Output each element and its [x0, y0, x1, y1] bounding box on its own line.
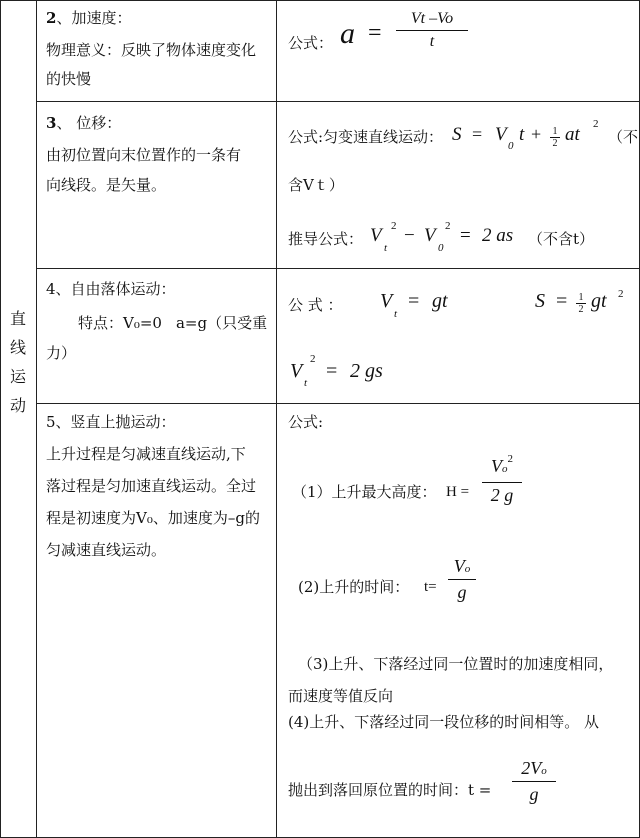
p1-num-V: V: [491, 456, 502, 476]
disp-f2-V0: V: [424, 225, 436, 246]
p1-num-sq: 2: [507, 453, 513, 465]
p2-num-V: V: [453, 556, 465, 576]
disp-f1-half: [550, 126, 560, 149]
accel-fraction-denominator: t: [429, 33, 435, 50]
disp-f2-rhs: 2 as: [482, 225, 514, 246]
side-char: 线: [9, 338, 26, 357]
freefall-f3-V: V: [290, 360, 303, 382]
accel-title-text: 、加速度：: [56, 9, 132, 27]
freefall-f3-sub: t: [304, 377, 308, 389]
freefall-title: 4、自由落体运动：: [46, 280, 176, 298]
vertical-p1-label: （1）上升最大高度：: [292, 483, 437, 501]
vertical-desc-1: 上升过程是匀减速直线运动,下: [46, 445, 246, 463]
disp-f1-eq: =: [472, 124, 483, 144]
accel-formula-a: a: [340, 17, 355, 50]
p1-numerator: [482, 453, 522, 480]
vertical-title: 5、竖直上抛运动：: [46, 413, 176, 431]
fraction-bar: [448, 579, 476, 580]
table-divider-middle: [276, 0, 277, 838]
freefall-f1-rhs: gt: [432, 290, 448, 312]
vertical-desc-4: 匀减速直线运动。: [46, 541, 167, 559]
accel-desc-2: 的快慢: [46, 70, 92, 88]
freefall-feature: [78, 310, 267, 337]
vertical-p2-label: (2)上升的时间：: [298, 578, 410, 596]
accel-fraction-numerator: Vt –Vo: [410, 10, 454, 27]
disp-f1-sq: 2: [593, 118, 599, 130]
freefall-formula-label: 公 式 ：: [288, 296, 343, 314]
disp-f2-minus: −: [404, 225, 415, 246]
disp-f2-eq: =: [460, 225, 471, 246]
disp-f2-sub-t: t: [384, 242, 388, 254]
half-num: 1: [578, 292, 584, 303]
disp-f1-V: V: [495, 124, 507, 145]
freefall-f1-sub: t: [394, 308, 398, 320]
vertical-p4-label: 抛出到落回原位置的时间：t =: [288, 781, 492, 799]
disp-f2-sq1: 2: [391, 220, 397, 232]
table-divider-side: [36, 0, 37, 838]
disp-f1-t: t: [519, 124, 525, 145]
disp-f1-S: S: [452, 124, 462, 145]
disp-f2-note: （不含t）: [528, 230, 595, 248]
disp-title-text: 、 位移：: [56, 114, 122, 132]
p2-num-sub: o: [464, 563, 471, 575]
p2-numerator: [448, 556, 476, 577]
side-label-straight-line-motion: [8, 304, 28, 420]
vertical-desc-2: 落过程是匀加速直线运动。全过: [46, 477, 257, 495]
feature-v0: V₀=0: [123, 314, 162, 332]
p1-denominator: 2 g: [490, 485, 514, 505]
p1-num-sub: o: [502, 463, 508, 475]
freefall-f3-sq: 2: [310, 353, 316, 365]
vertical-p2-t: t=: [424, 579, 437, 595]
vertical-p4-fraction: [512, 758, 556, 805]
accel-formula-label: 公式：: [288, 34, 334, 52]
accel-title-num: 2: [46, 9, 57, 27]
fraction-bar: [396, 30, 468, 31]
feature-label: 特点：: [78, 314, 124, 332]
half-den: 2: [552, 138, 558, 149]
disp-f2-sq2: 2: [445, 220, 451, 232]
disp-f2-Vt: V: [370, 225, 382, 246]
side-char: 运: [9, 367, 26, 386]
disp-desc-2: 向线段。是矢量。: [46, 176, 167, 194]
accel-formula-eq: =: [368, 20, 382, 46]
disp-formula2-label: 推导公式：: [288, 230, 364, 248]
freefall-f2-eq: =: [556, 290, 568, 312]
freefall-f1-eq: =: [408, 290, 420, 312]
disp-f1-plus: +: [531, 124, 542, 144]
p4-num-sub: o: [541, 765, 547, 777]
freefall-f1-V: V: [380, 290, 393, 312]
table-border-left: [0, 0, 1, 838]
freefall-f2-gt: gt: [591, 290, 607, 312]
row-divider-1: [36, 101, 640, 102]
vertical-formula-label: 公式:: [288, 413, 324, 431]
side-char: 直: [9, 309, 26, 328]
accel-title: [46, 5, 131, 32]
vertical-p3-line2: 而速度等值反向: [288, 687, 394, 705]
accel-desc-1: 物理意义：反映了物体速度变化: [46, 41, 257, 59]
freefall-f2-half: [576, 292, 586, 315]
disp-f1-at: at: [565, 124, 580, 145]
disp-desc-1: 由初位置向末位置作的一条有: [46, 146, 242, 164]
freefall-feature-end: 力）: [46, 344, 77, 362]
fraction-bar: [512, 781, 556, 782]
vertical-p3-line1: （3)上升、下落经过同一位置时的加速度相同，: [298, 655, 614, 673]
half-num: 1: [552, 126, 558, 137]
p4-num: 2V: [521, 758, 542, 778]
half-den: 2: [578, 304, 584, 315]
p4-numerator: [512, 758, 556, 779]
feature-a: a=g（只受重: [175, 314, 268, 332]
disp-f1-sub0: 0: [508, 140, 514, 152]
vertical-p1-fraction: [482, 453, 522, 506]
freefall-f3-eq: =: [326, 360, 338, 382]
accel-formula-fraction: [396, 10, 468, 51]
disp-formula1-label: 公式:匀变速直线运动：: [288, 128, 444, 146]
vertical-desc-3: 程是初速度为V₀、加速度为–g的: [46, 509, 260, 527]
fraction-bar: [482, 482, 522, 483]
side-char: 动: [9, 396, 26, 415]
disp-title-num: 3: [46, 114, 57, 132]
row-divider-3: [36, 403, 640, 404]
freefall-f3-rhs: 2 gs: [350, 360, 383, 382]
freefall-f2-S: S: [535, 290, 545, 312]
disp-f1-note2: 含Vｔ）: [288, 176, 344, 194]
disp-f2-sub-0: 0: [438, 242, 444, 254]
row-divider-2: [36, 268, 640, 269]
p4-denominator: g: [529, 784, 539, 804]
vertical-p2-fraction: [448, 556, 476, 603]
vertical-p4-line1: (4)上升、下落经过同一段位移的时间相等。 从: [288, 713, 600, 731]
freefall-f2-sq: 2: [618, 288, 624, 300]
table-border-top: [0, 0, 640, 1]
disp-f1-note1: （不: [608, 128, 639, 146]
p2-denominator: g: [457, 582, 467, 602]
vertical-p1-H: H =: [446, 484, 470, 500]
disp-title: [46, 110, 121, 137]
